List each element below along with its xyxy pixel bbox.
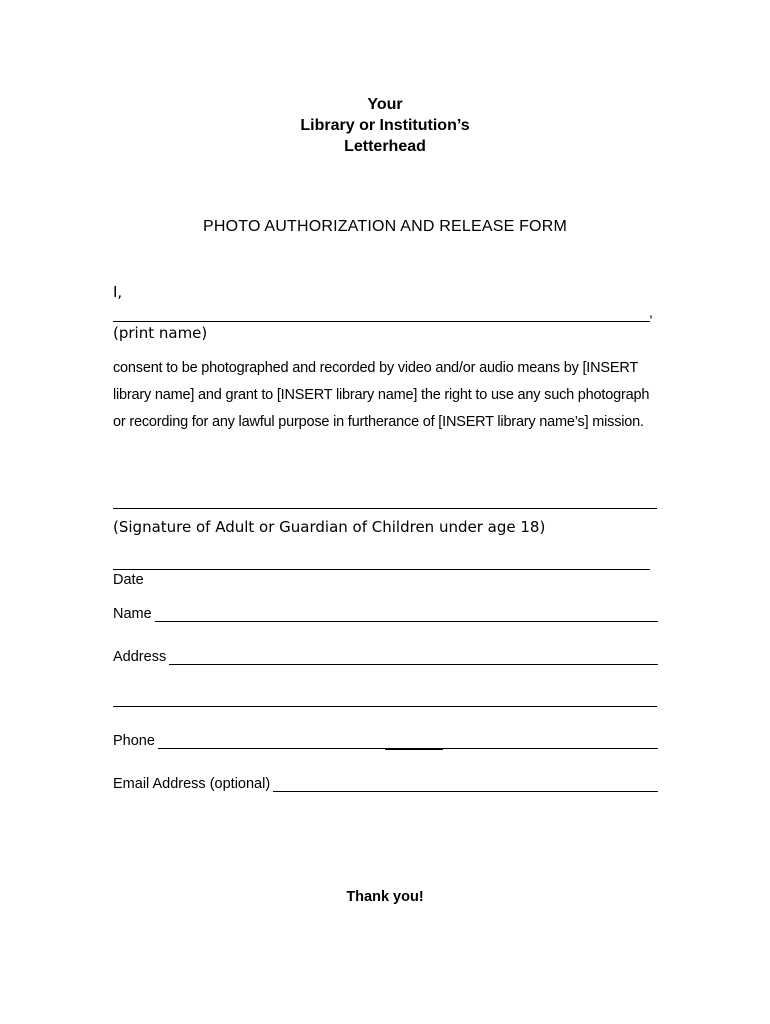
print-name-prefix: I, [113,283,123,301]
address-field-extra-underline [566,664,649,665]
email-row [113,776,658,792]
phone-field-extra-underline [385,749,443,750]
letterhead-line-1: Your [367,96,403,113]
print-name-trailing-comma: , [649,304,653,320]
name-row [113,606,658,622]
address-field[interactable] [169,650,658,665]
phone-field[interactable] [158,734,658,749]
letterhead [0,94,770,157]
name-field[interactable] [155,607,658,622]
phone-row [113,733,658,749]
email-label: Email Address (optional) [113,776,271,792]
signature-field[interactable] [113,508,657,509]
address-label: Address [113,649,167,665]
closing-thank-you: Thank you! [346,889,424,905]
form-title: PHOTO AUTHORIZATION AND RELEASE FORM [203,218,567,235]
email-field[interactable] [273,777,658,792]
phone-label: Phone [113,733,155,749]
address-field-line-2[interactable] [113,706,657,707]
letterhead-line-2: Library or Institution’s [300,117,470,134]
signature-label: (Signature of Adult or Guardian of Children under age 18) [113,518,546,536]
print-name-label: (print name) [113,324,208,342]
name-label: Name [113,606,152,622]
consent-paragraph: consent to be photographed and recorded by video and/or audio means by [INSERT library name] and grant to [INSERT library name] the right to use any such photograph or recording for any lawful purpose in furtherance of [INSERT library name’s] mission. [113,360,650,430]
print-name-field[interactable] [113,321,650,322]
date-field[interactable] [113,569,650,570]
date-label: Date [113,572,144,588]
address-row [113,649,658,665]
letterhead-line-3: Letterhead [344,138,426,155]
